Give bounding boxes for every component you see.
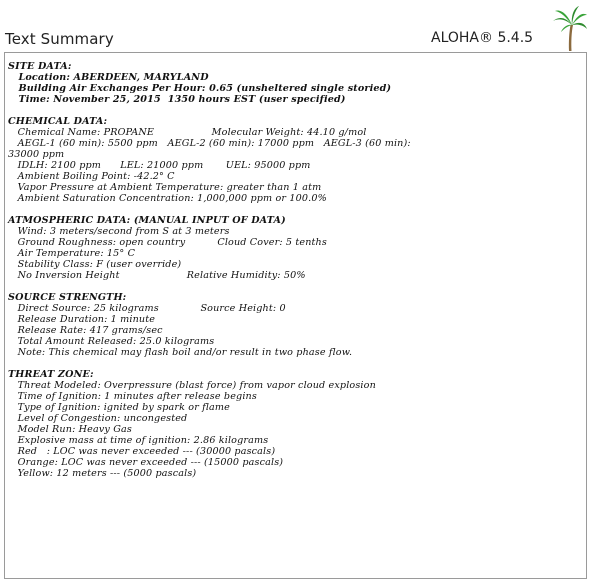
section-heading: SOURCE STRENGTH: xyxy=(8,292,127,303)
summary-line xyxy=(8,358,584,369)
summary-line: Note: This chemical may flash boil and/or result in two phase flow. xyxy=(8,347,353,358)
header-bar xyxy=(0,0,593,52)
summary-line: Type of Ignition: ignited by spark or flame xyxy=(8,402,231,413)
summary-line: Air Temperature: 15° C xyxy=(8,248,136,259)
section-heading: SITE DATA: xyxy=(8,61,72,72)
summary-line: Direct Source: 25 kilograms Source Height: 0 xyxy=(8,303,286,314)
summary-line: Vapor Pressure at Ambient Temperature: greater than 1 atm xyxy=(8,182,322,193)
summary-line: Stability Class: F (user override) xyxy=(8,259,182,270)
summary-line xyxy=(8,281,584,292)
summary-text xyxy=(8,61,584,479)
summary-line: AEGL-1 (60 min): 5500 ppm AEGL-2 (60 min): 17000 ppm AEGL-3 (60 min): xyxy=(8,138,411,149)
summary-line: Release Duration: 1 minute xyxy=(8,314,156,325)
summary-line: 33000 ppm xyxy=(8,149,65,160)
summary-line: Threat Modeled: Overpressure (blast force) from vapor cloud explosion xyxy=(8,380,376,391)
summary-line: Model Run: Heavy Gas xyxy=(8,424,132,435)
summary-text-area[interactable] xyxy=(4,52,587,579)
summary-line: Yellow: 12 meters --- (5000 pascals) xyxy=(8,468,197,479)
summary-line xyxy=(8,105,584,116)
summary-line: No Inversion Height Relative Humidity: 50% xyxy=(8,270,306,281)
summary-line: Building Air Exchanges Per Hour: 0.65 (unsheltered single storied) xyxy=(8,83,392,94)
section-heading: CHEMICAL DATA: xyxy=(8,116,108,127)
palm-tree-icon xyxy=(552,4,588,52)
summary-line: Location: ABERDEEN, MARYLAND xyxy=(8,72,209,83)
summary-line: Level of Congestion: uncongested xyxy=(8,413,188,424)
summary-line: Total Amount Released: 25.0 kilograms xyxy=(8,336,215,347)
summary-line: Wind: 3 meters/second from S at 3 meters xyxy=(8,226,230,237)
summary-line: IDLH: 2100 ppm LEL: 21000 ppm UEL: 95000 ppm xyxy=(8,160,311,171)
summary-line xyxy=(8,204,584,215)
summary-line: Ambient Boiling Point: -42.2° C xyxy=(8,171,175,182)
summary-line: Ambient Saturation Concentration: 1,000,000 ppm or 100.0% xyxy=(8,193,327,204)
section-heading: THREAT ZONE: xyxy=(8,369,94,380)
summary-line: Chemical Name: PROPANE Molecular Weight: 44.10 g/mol xyxy=(8,127,367,138)
summary-line: Time of Ignition: 1 minutes after release begins xyxy=(8,391,257,402)
summary-line: Time: November 25, 2015 1350 hours EST (user specified) xyxy=(8,94,346,105)
version-label: ALOHA® 5.4.5 xyxy=(431,30,534,46)
summary-line: Release Rate: 417 grams/sec xyxy=(8,325,163,336)
section-heading: ATMOSPHERIC DATA: (MANUAL INPUT OF DATA) xyxy=(8,215,286,226)
summary-line: Orange: LOC was never exceeded --- (15000 pascals) xyxy=(8,457,284,468)
window-title: Text Summary xyxy=(5,30,114,48)
summary-line: Explosive mass at time of ignition: 2.86 kilograms xyxy=(8,435,269,446)
summary-line: Ground Roughness: open country Cloud Cover: 5 tenths xyxy=(8,237,327,248)
summary-line: Red : LOC was never exceeded --- (30000 pascals) xyxy=(8,446,276,457)
